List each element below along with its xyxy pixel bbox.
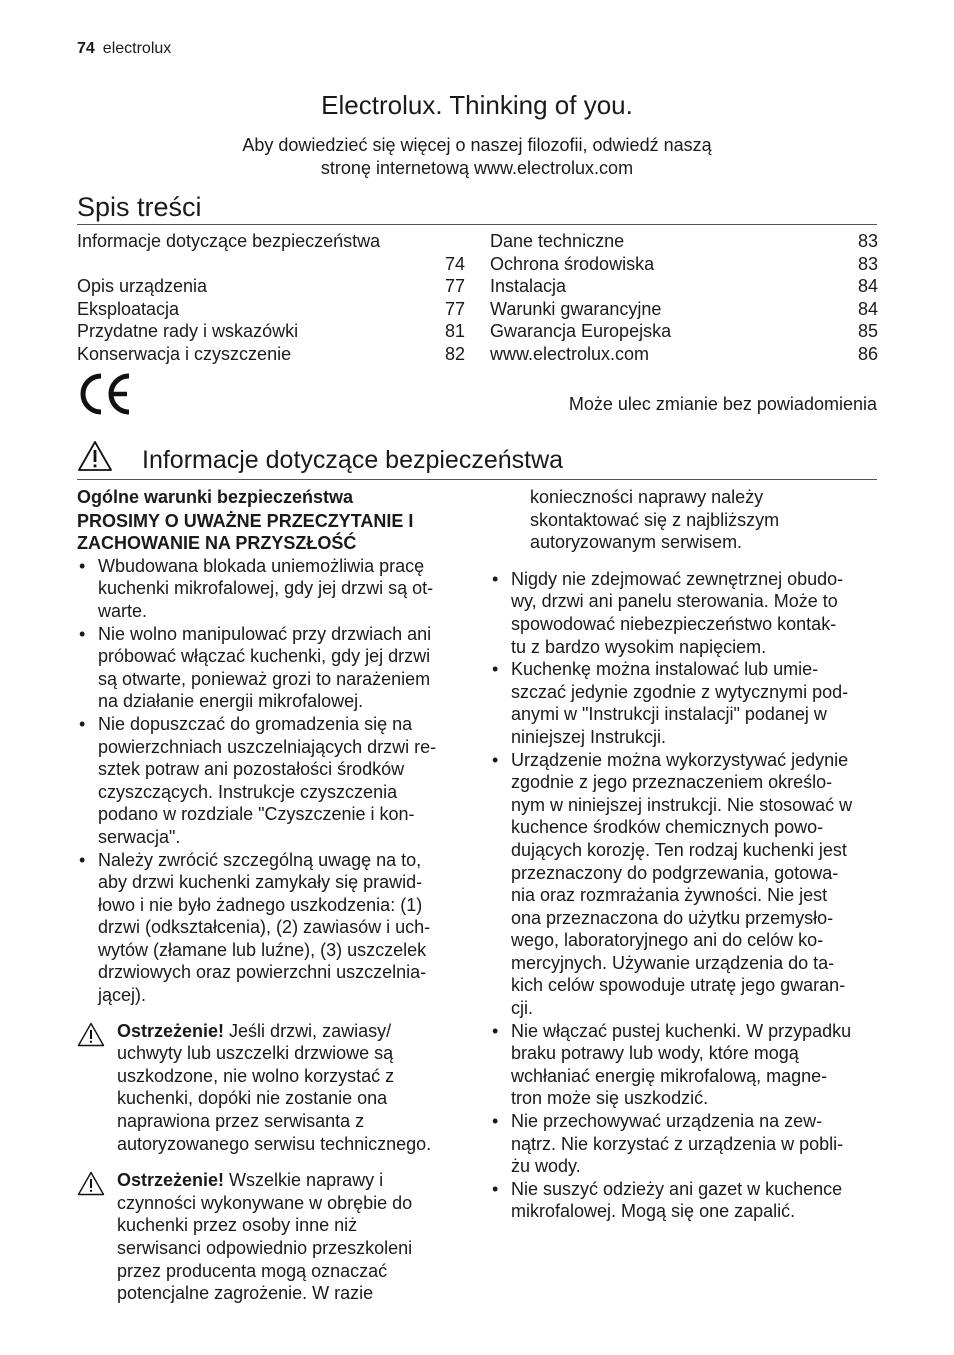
text-line: czyszczących. Instrukcje czyszczenia [98,781,398,802]
list-item [77,555,467,623]
warning-label: Ostrzeżenie! [117,1170,225,1191]
text-line: wego, laboratoryjnego ani do celów ko- [511,930,824,951]
page-number: 74 [77,40,95,57]
hero-subtitle-line: stronę internetową www.electrolux.com [320,158,634,178]
text-line: przeznaczony do podgrzewania, gotowa- [511,862,839,883]
text-line: drzwiowych oraz powierzchni uszczelnia- [98,962,427,983]
text-line: tron może się uszkodzić. [511,1088,709,1109]
page-header [77,40,171,58]
toc-entry-page: 77 [444,298,465,319]
text-line: • Nie suszyć odzieży ani gazet w kuchence [511,1178,843,1199]
toc-entry [490,275,878,298]
toc-entry [490,343,878,366]
text-line: kuchenki, dopóki nie zostanie ona [117,1088,388,1109]
toc-entry-page: 83 [857,231,878,251]
change-notice: Może ulec zmianie bez powiadomienia [568,394,877,414]
caps-notice-line: PROSIMY O UWAŻNE PRZECZYTANIE I [77,510,414,531]
hero-subtitle [200,134,754,180]
toc-entry-page: 84 [857,298,878,319]
caps-notice [77,510,467,555]
text-line: • Kuchenkę można instalować lub umie- [511,659,819,680]
text-line: niniejszej Instrukcji. [511,726,667,747]
bullet-list [490,568,880,1223]
text-line: żu wody. [511,1156,581,1177]
list-item [77,849,467,1007]
text-line: są otwarte, ponieważ grozi to narażeniem [98,668,431,689]
text-line: cji. [511,998,533,1019]
text-line: serwisanci odpowiednio przeszkoleni [117,1238,413,1258]
text-line: tu z bardzo wysokim napięciem. [511,636,767,657]
list-item [490,1178,880,1223]
warning-block [77,1169,467,1305]
text-line: wy, drzwi ani panelu sterowania. Może to [511,591,838,612]
text-line: skontaktować się z najbliższym [530,509,780,530]
text-line: próbować włączać kuchenki, gdy jej drzwi [98,646,431,667]
text-line: nym w niniejszej instrukcji. Nie stosować w [511,794,853,815]
text-line: • Nie wolno manipulować przy drzwiach ani [98,623,432,644]
toc-entry-label: Eksploatacja [77,298,180,319]
text-line: czynności wykonywane w obrębie do [117,1192,413,1213]
text-line: mikrofalowej. Mogą się one zapalić. [511,1201,796,1222]
text-line: jącej). [98,985,147,1006]
toc-entry [77,275,465,298]
text-line: na działanie energii mikrofalowej. [98,691,364,712]
toc-entry-label: Gwarancja Europejska [490,321,672,342]
toc-divider [77,224,877,225]
warning-label: Ostrzeżenie! [117,1020,225,1041]
text-line: • Nigdy nie zdejmować zewnętrznej obudo- [511,568,844,589]
toc-title: Spis treści [77,192,202,222]
text-line: nia oraz rozmrażania żywności. Nie jest [511,885,828,906]
text-line: • Nie włączać pustej kuchenki. W przypadku [511,1020,852,1041]
text-line: • Urządzenie można wykorzystywać jedynie [511,749,849,770]
brand-name: electrolux [102,40,172,57]
text-line: nątrz. Nie korzystać z urządzenia w pobli- [511,1133,844,1154]
text-line: szczać jedynie zgodnie z wytycznymi pod- [511,681,849,702]
section-subtitle: Ogólne warunki bezpieczeństwa [77,487,354,507]
toc-entry-label: Opis urządzenia [77,276,208,297]
toc-entry-label: Przydatne rady i wskazówki [77,321,299,342]
bullet-list [77,555,467,1007]
text-line: uchwyty lub uszczelki drzwiowe są [117,1043,394,1064]
toc-entry-page: 81 [444,321,465,342]
text-line [117,1020,467,1043]
toc-entry-label: Ochrona środowiska [490,253,655,274]
toc-entry-label: Konserwacja i czyszczenie [77,343,292,364]
text-line: braku potrawy lub wody, które mogą [511,1043,799,1064]
text-line: • Należy zwrócić szczególną uwagę na to, [98,849,422,870]
hero-title: Electrolux. Thinking of you. [321,90,633,120]
text-line: drzwi (odkształcenia), (2) zawiasów i uch- [98,917,431,938]
text-line: kuchenki przez osoby inne niż [117,1215,358,1236]
text-line: przez producenta mogą oznaczać [117,1260,388,1281]
warning-triangle-icon [77,1022,105,1047]
toc-right-column [490,230,878,366]
toc-entry [77,320,465,343]
text-line: wytów (złamane lub luźne), (3) uszczelek [98,939,427,960]
text-line [117,1169,467,1192]
text-line: podano w rozdziale "Czyszczenie i kon- [98,804,415,825]
text-line: aby drzwi kuchenki zamykały się prawid- [98,872,423,893]
right-text-column [490,486,880,1223]
text-span: Jeśli drzwi, zawiasy/ [224,1020,392,1041]
toc-entry-page: 86 [857,343,878,364]
text-line: powierzchniach uszczelniających drzwi re- [98,736,437,757]
text-line: spowodować niebezpieczeństwo kontak- [511,613,837,634]
list-item [490,568,880,658]
text-line: sztek potraw ani pozostałości środków [98,759,405,780]
toc-entry-page: 77 [444,276,465,297]
text-line: anymi w "Instrukcji instalacji" podanej w [511,704,827,725]
text-line: serwacja". [98,826,181,847]
text-line: potencjalne zagrożenie. W razie [117,1283,374,1304]
text-line: kuchence środków chemicznych powo- [511,817,824,838]
toc-entry-page: 83 [857,253,878,274]
text-span: Wszelkie naprawy i [224,1170,384,1191]
list-item [490,749,880,1020]
ce-mark-icon [77,372,133,416]
text-line: • Nie przechowywać urządzenia na zew- [511,1111,823,1132]
text-line: autoryzowanego serwisu technicznego. [117,1133,432,1154]
list-item [77,623,467,713]
text-line: • Nie dopuszczać do gromadzenia się na [98,713,413,734]
toc-entry-label: www.electrolux.com [490,343,650,364]
toc-entry-page: 84 [857,276,878,297]
text-line: • Wbudowana blokada uniemożliwia pracę [98,555,425,576]
text-line: wchłaniać energię mikrofalową, magne- [511,1065,828,1086]
text-line: kich celów spowoduje utratę jego gwaran- [511,975,846,996]
list-item [490,1020,880,1110]
warning-continuation [490,486,880,554]
toc-entry [77,343,465,366]
section-title: Informacje dotyczące bezpieczeństwa [142,446,564,474]
toc-left-column [77,230,465,366]
toc-entry-label: Informacje dotyczące bezpieczeństwa [77,231,381,251]
list-item [490,1110,880,1178]
warning-triangle-icon [77,440,113,472]
text-line: mercyjnych. Używanie urządzenia do ta- [511,952,835,973]
toc-entry-page: 74 [444,253,465,274]
toc-entry-label: Dane techniczne [490,231,625,251]
text-line: łowo i nie było żadnego uszkodzenia: (1) [98,894,423,915]
text-line: konieczności naprawy należy [530,487,764,507]
text-line: warte. [98,600,148,621]
text-line: naprawiona przez serwisanta z [117,1111,365,1132]
text-line: ona przeznaczona do użytku przemysło- [511,907,834,928]
toc-entry [490,298,878,321]
list-item [490,658,880,748]
toc-entry-page: 82 [444,343,465,364]
toc-entry [490,253,878,276]
text-line: zgodnie z jego przeznaczeniem określo- [511,772,833,793]
text-line: dujących korozję. Ten rodzaj kuchenki jest [511,839,847,860]
toc-entry [77,298,465,321]
left-text-column [77,486,467,1305]
toc-entry-page: 85 [857,321,878,342]
toc-entry [77,230,465,275]
section-divider [77,479,877,480]
text-line: kuchenki mikrofalowej, gdy jej drzwi są ot- [98,578,434,599]
warning-block [77,1020,467,1156]
toc-entry-label: Warunki gwarancyjne [490,298,662,319]
toc-entry [490,320,878,343]
list-item [77,713,467,849]
toc-entry-label: Instalacja [490,276,567,297]
caps-notice-line: ZACHOWANIE NA PRZYSZŁOŚĆ [77,533,357,554]
hero-subtitle-line: Aby dowiedzieć się więcej o naszej filozofii, odwiedź naszą [242,135,712,155]
text-line: uszkodzone, nie wolno korzystać z [117,1065,395,1086]
text-line: autoryzowanym serwisem. [530,532,743,553]
toc-entry [490,230,878,253]
warning-triangle-icon [77,1171,105,1196]
